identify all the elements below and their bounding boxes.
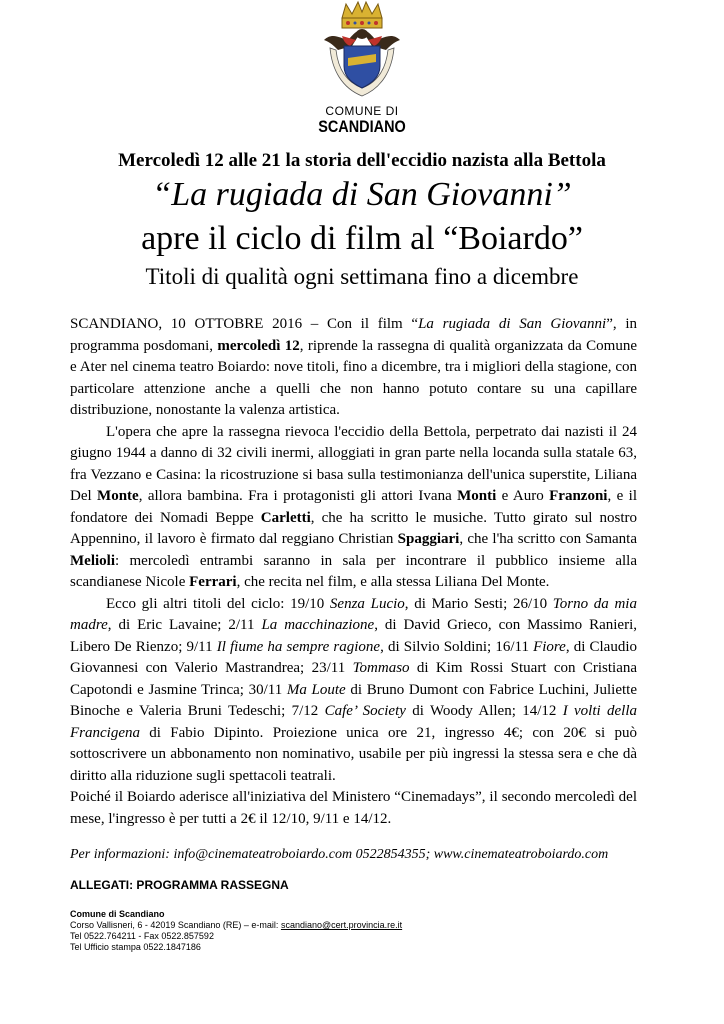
text-run: , che ha scritto le musiche. Tutto girato sul nostro Appennino, il lavoro è firmato dal reggiano Christian xyxy=(70,509,637,547)
paragraph-3 xyxy=(70,594,637,788)
attachments-label: ALLEGATI: PROGRAMMA RASSEGNA xyxy=(70,878,289,892)
text-run: ”, in programma posdomani, xyxy=(70,316,637,354)
footer-org-name: Comune di Scandiano xyxy=(70,909,165,919)
text-run: L'opera che apre la rassegna rievoca l'eccidio della Bettola, perpetrato dai nazisti il 24 giugno 1944 a danno di 32 civili inermi, alloggiati in gran parte nella locanda sulla statale 63, fra Vezzano e Casina: la ricostruzione si basa sulla testimonianza dell'unica superstite, Liliana Del xyxy=(70,423,637,504)
film-title: Cafe’ Society xyxy=(324,703,406,719)
film-title: Ma Loute xyxy=(286,681,346,698)
title-film-name: La rugiada di San Giovanni xyxy=(171,176,553,213)
text-run: di Bruno Dumont con Fabrice Luchini, Juliette Binoche e Valeria Bruni Tedeschi; 7/12 xyxy=(70,681,638,719)
headline-subtitle: Titoli di qualità ogni settimana fino a dicembre xyxy=(145,264,579,289)
text-run: , che l'ha scritto con Samanta xyxy=(459,531,637,547)
bold-name: Spaggiari xyxy=(397,531,460,547)
municipality-logo xyxy=(310,0,414,140)
paragraph-4: Poiché il Boiardo aderisce all'iniziativa del Ministero “Cinemadays”, il secondo mercoledì del mese, l'ingresso è per tutti a 2€ il 12/10, 9/11 e 14/12. xyxy=(70,789,637,827)
title-open-quote: “ xyxy=(152,176,172,213)
text-run: di Woody Allen; 14/12 xyxy=(405,703,563,719)
text-run: , riprende la rassegna di qualità organizzata da Comune e Ater nel cinema teatro Boiardo: nove titoli, fino a dicembre, tra i migliori della stagione, con particolare attenzione anche a quelli che non hanno potuto contare su una capillare distribuzione, nonostante la valenza artistica. xyxy=(70,337,637,418)
text-run: e Auro xyxy=(496,488,550,504)
bold-name: Franzoni xyxy=(549,488,608,504)
text-run: , e il fondatore dei Nomadi Beppe xyxy=(70,488,637,526)
film-title: I volti della Francigena xyxy=(70,703,637,741)
bold-date: mercoledì 12 xyxy=(217,337,300,354)
bold-name: Monte xyxy=(97,488,139,504)
text-run: : mercoledì entrambi saranno in sala per incontrare il pubblico insieme alla scandianese Nicole xyxy=(70,552,637,590)
text-run: SCANDIANO, 10 OTTOBRE 2016 – Con il film “ xyxy=(70,316,419,332)
film-title: La rugiada di San Giovanni xyxy=(418,316,607,332)
paragraph-1 xyxy=(70,314,637,422)
film-title: Tommaso xyxy=(352,660,410,676)
text-run: di Fabio Dipinto. Proiezione unica ore 21, ingresso 4€; con 20€ si può sottoscrivere un abbonamento non nominativo, usabile per più ingressi la stessa sera e che dà diritto alla riduzione sugli spettacoli teatrali. xyxy=(70,724,637,784)
logo-text-line1: COMUNE DI xyxy=(325,104,399,118)
headline-kicker: Mercoledì 12 alle 21 la storia dell'eccidio nazista alla Bettola xyxy=(118,150,606,171)
article-body xyxy=(70,314,637,830)
text-run: , allora bambina. Fra i protagonisti gli attori Ivana xyxy=(138,488,458,504)
text-run: Ecco gli altri titoli del ciclo: 19/10 xyxy=(106,595,330,612)
text-run: , di Eric Lavaine; 2/11 xyxy=(107,617,262,633)
title-close-quote: ” xyxy=(552,176,572,213)
text-run: , che recita nel film, e alla stessa Liliana Del Monte. xyxy=(236,574,550,590)
text-run: , di David Grieco, con Massimo Ranieri, Libero De Rienzo; 9/11 xyxy=(70,617,638,655)
footer-press-phone: Tel Ufficio stampa 0522.1847186 xyxy=(70,942,201,952)
footer-contacts xyxy=(70,909,402,953)
film-title: Senza Lucio xyxy=(329,595,405,612)
film-title: Fiore xyxy=(533,638,566,655)
text-run: di Kim Rossi Stuart con Cristiana Capotondi e Jasmine Trinca; 30/11 xyxy=(70,660,638,698)
paragraph-2 xyxy=(70,422,637,594)
film-title: Torno da mia madre xyxy=(70,595,637,633)
coat-of-arms-icon xyxy=(312,0,412,104)
film-title: La macchinazione xyxy=(261,617,375,633)
contact-info-line: Per informazioni: info@cinemateatroboiardo.com 0522854355; www.cinemateatroboiardo.com xyxy=(70,847,609,862)
text-run: , di Claudio Giovannesi con Valerio Mastrandrea; 23/11 xyxy=(70,638,637,676)
logo-text-line2: SCANDIANO xyxy=(318,117,406,136)
headline-title-line1 xyxy=(0,176,724,214)
bold-name: Monti xyxy=(457,488,497,504)
bold-name: Melioli xyxy=(70,552,115,569)
bold-name: Ferrari xyxy=(189,574,237,590)
footer-address xyxy=(70,920,402,931)
footer-address-text: Corso Vallisneri, 6 - 42019 Scandiano (RE) – e-mail: xyxy=(70,920,281,930)
text-run: , di Silvio Soldini; 16/11 xyxy=(380,638,534,655)
footer-phone: Tel 0522.764211 - Fax 0522.857592 xyxy=(70,931,214,941)
headline-title-line2: apre il ciclo di film al “Boiardo” xyxy=(141,220,583,257)
bold-name: Carletti xyxy=(260,509,311,526)
film-title: Il fiume ha sempre ragione xyxy=(216,638,381,655)
text-run: , di Mario Sesti; 26/10 xyxy=(404,595,553,612)
footer-email-link[interactable]: scandiano@cert.provincia.re.it xyxy=(280,920,403,930)
